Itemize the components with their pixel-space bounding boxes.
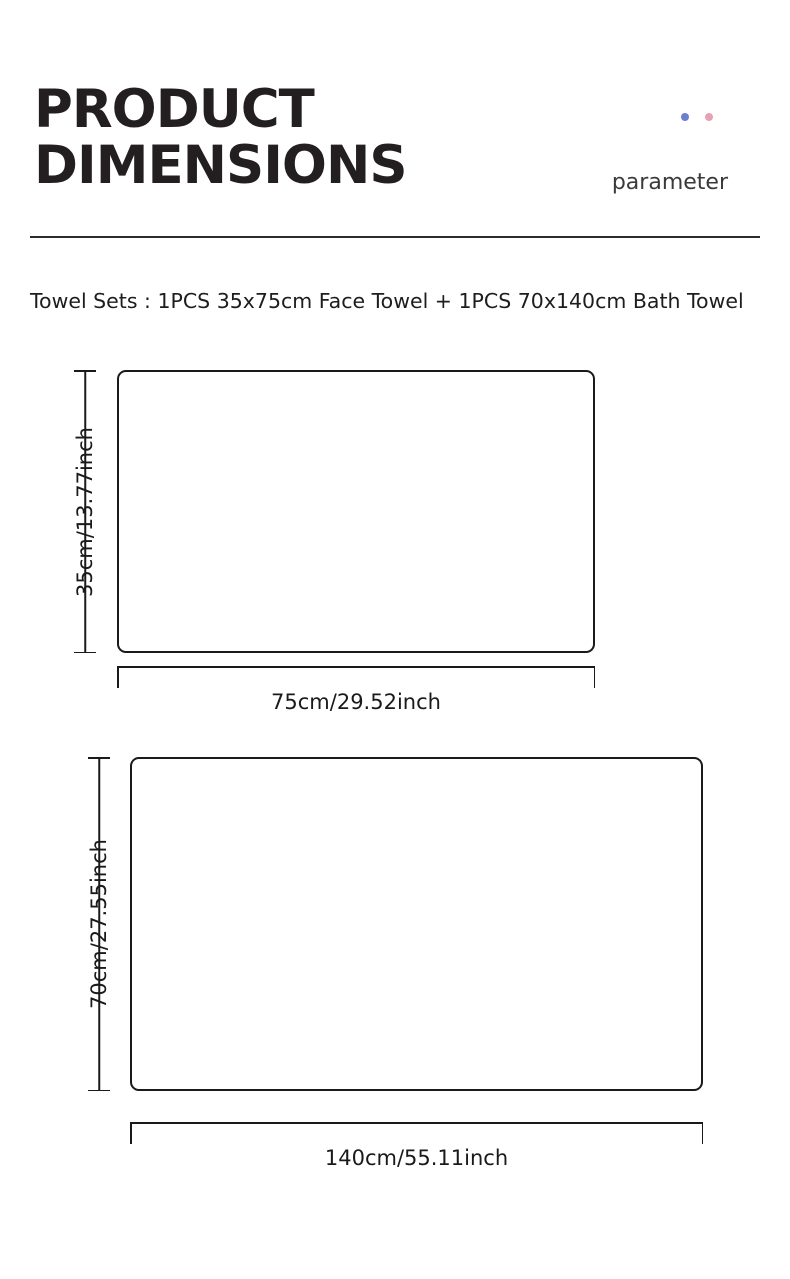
bath-towel-height-label: 70cm/27.55inch [87, 839, 111, 1009]
measure-cap-bottom [74, 652, 96, 654]
measure-cap-bottom [88, 1090, 110, 1092]
dot-pink-icon [705, 113, 713, 121]
page-title-line-2: DIMENSIONS [34, 135, 407, 196]
bath-towel-height-measure [86, 757, 112, 1091]
header-divider [30, 236, 760, 238]
measure-cap-top [88, 757, 110, 759]
parameter-label: parameter [611, 170, 728, 195]
face-towel-shape [117, 370, 595, 653]
measure-cap-left [117, 666, 119, 688]
measure-line [130, 1122, 703, 1124]
page-title-line-1: PRODUCT [34, 79, 314, 140]
bath-towel-shape [130, 757, 703, 1091]
measure-cap-left [130, 1122, 132, 1144]
dot-blue-icon [681, 113, 689, 121]
page-header [0, 0, 790, 240]
face-towel-width-label: 75cm/29.52inch [271, 690, 441, 714]
towel-set-description: Towel Sets : 1PCS 35x75cm Face Towel + 1PCS 70x140cm Bath Towel [30, 289, 744, 313]
measure-cap-top [74, 370, 96, 372]
decorative-dots [681, 113, 723, 125]
measure-cap-right [594, 666, 596, 688]
page-title [34, 79, 454, 196]
bath-towel-width-label: 140cm/55.11inch [324, 1146, 509, 1170]
measure-line [117, 666, 595, 668]
face-towel-height-measure [72, 370, 98, 653]
face-towel-width-measure [117, 666, 595, 714]
measure-cap-right [702, 1122, 704, 1144]
face-towel-height-label: 35cm/13.77inch [73, 426, 97, 597]
bath-towel-width-measure [130, 1122, 703, 1170]
